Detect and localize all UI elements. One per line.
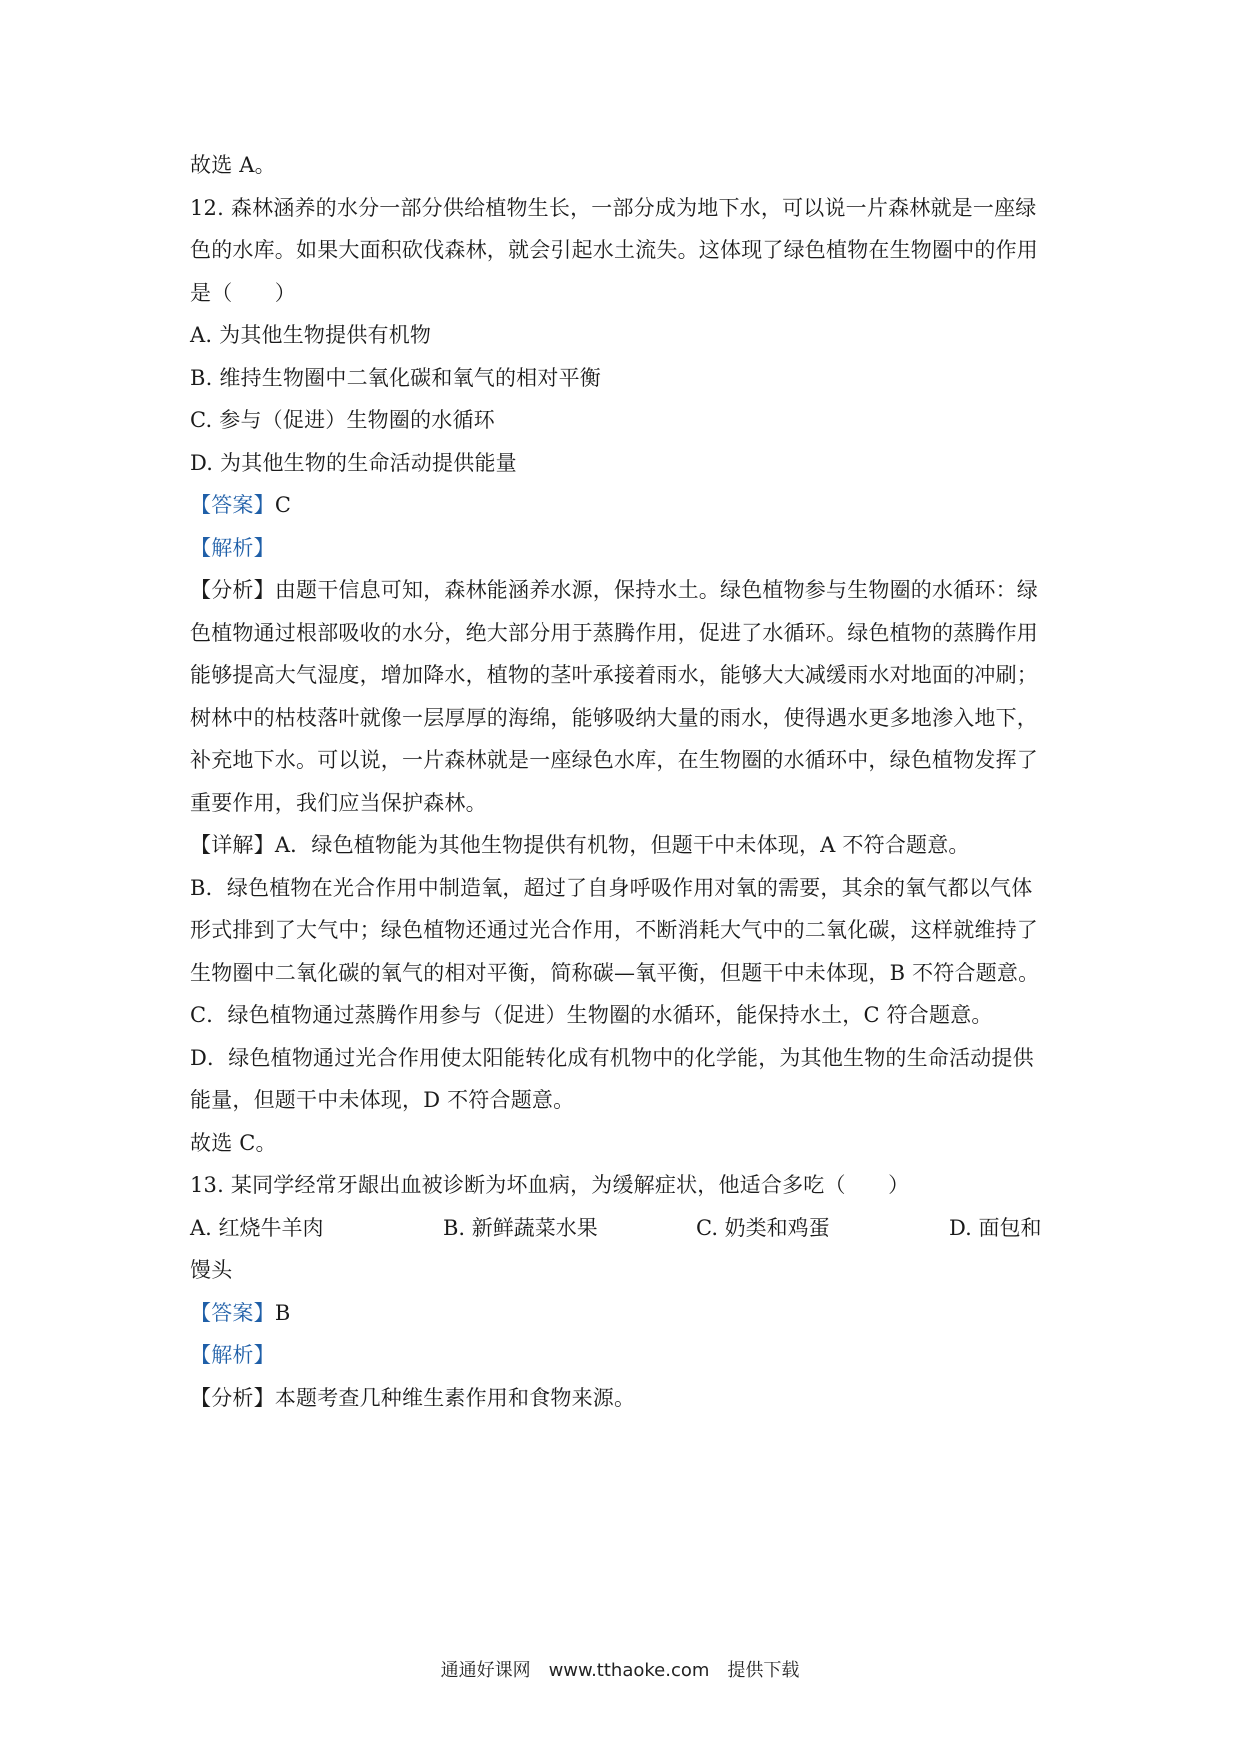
question-12-analysis-heading — [190, 527, 1060, 570]
question-12-detail-line-1 — [190, 824, 1060, 867]
question-12-detail-line-4: 生物圈中二氧化碳的氧气的相对平衡，简称碳—氧平衡，但题干中未体现，B 不符合题意。 — [190, 960, 1040, 985]
question-13-answer — [190, 1292, 1060, 1335]
fenxi-tag: 【分析】 — [190, 578, 275, 602]
analysis-tag: 【解析】 — [190, 1343, 275, 1367]
question-13-stem: 13. 某同学经常牙龈出血被诊断为坏血病，为缓解症状，他适合多吃（ ） — [190, 1173, 910, 1197]
fenxi-text: 本题考查几种维生素作用和食物来源。 — [274, 1385, 636, 1410]
question-12-fenxi-line-6: 重要作用，我们应当保护森林。 — [190, 790, 487, 815]
question-12-option-d: D. 为其他生物的生命活动提供能量 — [190, 450, 517, 475]
analysis-tag: 【解析】 — [190, 535, 275, 560]
question-12-fenxi-line-5: 补充地下水。可以说，一片森林就是一座绿色水库，在生物圈的水循环中，绿色植物发挥了 — [190, 748, 1038, 772]
answer-value: B — [274, 1300, 291, 1325]
question-12-fenxi-line-2: 色植物通过根部吸收的水分，绝大部分用于蒸腾作用，促进了水循环。绿色植物的蒸腾作用 — [190, 620, 1038, 645]
question-13-option-b: B. 新鲜蔬菜水果 — [443, 1215, 598, 1240]
question-12-option-b: B. 维持生物圈中二氧化碳和氧气的相对平衡 — [190, 365, 601, 390]
answer-value: C — [274, 493, 292, 517]
question-12-answer — [190, 484, 1060, 527]
question-12-stem-line-3: 是（ ） — [190, 280, 296, 305]
question-12-fenxi-line-4: 树林中的枯枝落叶就像一层厚厚的海绵，能够吸纳大量的雨水，使得遇水更多地渗入地下， — [190, 705, 1038, 730]
question-12-detail-line-7: 能量，但题干中未体现，D 不符合题意。 — [190, 1088, 575, 1112]
question-12-detail-line-5: C．绿色植物通过蒸腾作用参与（促进）生物圈的水循环，能保持水土，C 符合题意。 — [190, 1003, 993, 1027]
detail-tag: 【详解】 — [190, 833, 275, 857]
document-page — [190, 144, 1060, 1419]
text-line: 故选 A。 — [190, 153, 276, 177]
question-12-stem-line-2: 色的水库。如果大面积砍伐森林，就会引起水土流失。这体现了绿色植物在生物圈中的作用 — [190, 238, 1038, 262]
question-13-option-d-continued: 馒头 — [190, 1258, 233, 1282]
fenxi-tag: 【分析】 — [190, 1385, 275, 1410]
page-footer: 通通好课网 www.tthaoke.com 提供下载 — [440, 1660, 800, 1681]
question-12-stem-line-1: 12. 森林涵养的水分一部分供给植物生长，一部分成为地下水，可以说一片森林就是一座绿 — [190, 195, 1037, 220]
question-12-fenxi-line-3: 能够提高大气湿度，增加降水，植物的茎叶承接着雨水，能够大大减缓雨水对地面的冲刷； — [190, 663, 1038, 687]
fenxi-text: 由题干信息可知，森林能涵养水源，保持水土。绿色植物参与生物圈的水循环：绿 — [274, 578, 1039, 602]
question-13-options — [190, 1207, 1060, 1250]
question-12-option-c: C. 参与（促进）生物圈的水循环 — [190, 408, 495, 432]
question-12-detail-line-2: B．绿色植物在光合作用中制造氧，超过了自身呼吸作用对氧的需要，其余的氧气都以气体 — [190, 875, 1033, 900]
question-12-detail-line-6: D．绿色植物通过光合作用使太阳能转化成有机物中的化学能，为其他生物的生命活动提供 — [190, 1045, 1034, 1070]
question-12-option-a: A. 为其他生物提供有机物 — [190, 323, 432, 347]
question-12-detail-line-3: 形式排到了大气中；绿色植物还通过光合作用，不断消耗大气中的二氧化碳，这样就维持了 — [190, 918, 1038, 942]
question-13-option-a: A. 红烧牛羊肉 — [190, 1215, 324, 1240]
question-13-option-c: C. 奶类和鸡蛋 — [696, 1215, 830, 1240]
question-13-option-d: D. 面包和 — [949, 1215, 1042, 1240]
question-12-fenxi-line-1 — [190, 569, 1060, 612]
question-12-conclusion: 故选 C。 — [190, 1130, 277, 1155]
answer-tag: 【答案】 — [190, 493, 275, 517]
answer-tag: 【答案】 — [190, 1300, 275, 1325]
question-13-fenxi — [190, 1377, 1060, 1420]
detail-text: A．绿色植物能为其他生物提供有机物，但题干中未体现，A 不符合题意。 — [274, 833, 970, 857]
question-13-analysis-heading — [190, 1334, 1060, 1377]
